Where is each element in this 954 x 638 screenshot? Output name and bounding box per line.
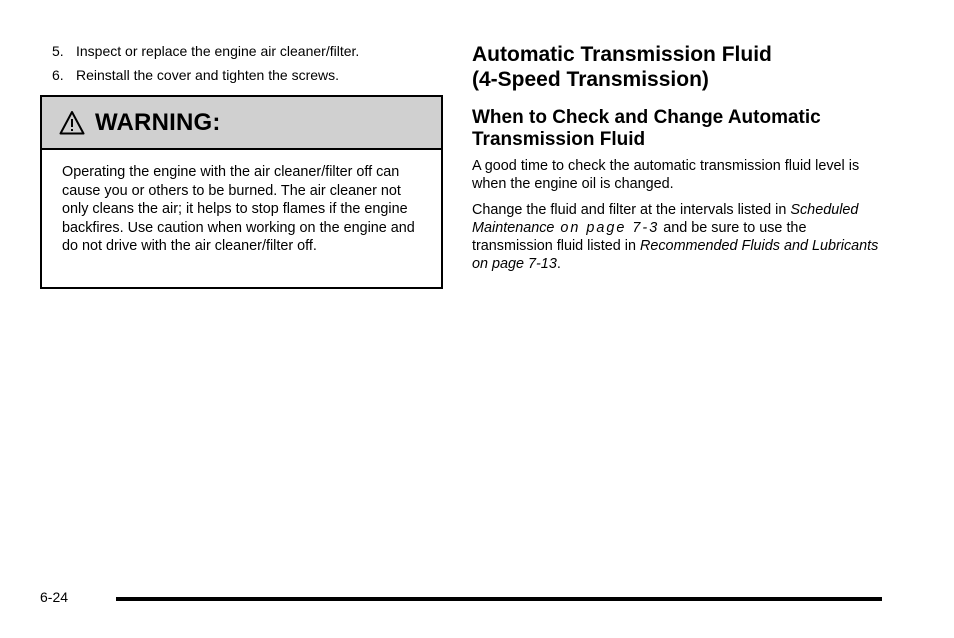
step-item	[52, 66, 442, 84]
paragraph-change-interval	[472, 201, 882, 273]
warning-triangle-icon	[59, 110, 85, 136]
section-subtitle-line: When to Check and Change Automatic	[472, 107, 821, 128]
paragraph-text: Change the fluid and filter at the intervals listed in	[472, 202, 791, 218]
scheduled-maintenance-link[interactable]: Scheduled Maintenance	[472, 202, 859, 236]
paragraph-check-timing: A good time to check the automatic transmission fluid level is when the engine oil is changed.	[472, 158, 860, 192]
footer-rule	[116, 597, 882, 601]
paragraph-text: and be sure to use the transmission fluid listed in	[472, 220, 807, 254]
instruction-steps	[52, 42, 442, 90]
section-title-line: (4-Speed Transmission)	[472, 68, 709, 91]
section-title	[472, 42, 882, 92]
section-subtitle	[472, 107, 882, 151]
step-item	[52, 42, 442, 60]
warning-title: WARNING:	[95, 108, 221, 136]
step-text: Inspect or replace the engine air cleaner/filter.	[76, 43, 360, 59]
step-number: 6.	[52, 67, 64, 83]
section-subtitle-line: Transmission Fluid	[472, 129, 646, 150]
recommended-fluids-link[interactable]: Recommended Fluids and Lubricants on page 7-13	[472, 238, 879, 272]
transmission-fluid-section	[472, 42, 882, 281]
step-text: Reinstall the cover and tighten the screws.	[76, 67, 340, 83]
warning-box	[40, 95, 443, 289]
paragraph-text: .	[556, 256, 561, 272]
page-number: 6-24	[40, 589, 69, 605]
warning-header	[42, 97, 441, 150]
scheduled-maintenance-page-ref[interactable]: on page 7-3	[554, 220, 660, 236]
step-number: 5.	[52, 43, 64, 59]
section-title-line: Automatic Transmission Fluid	[472, 43, 772, 66]
warning-text: Operating the engine with the air cleaner/filter off can cause you or others to be burned. The air cleaner not only cleans the air; it helps to stop flames if the engine backfires. Use caution when working on the engine and do not drive with the air cleaner/filter off.	[62, 164, 415, 255]
